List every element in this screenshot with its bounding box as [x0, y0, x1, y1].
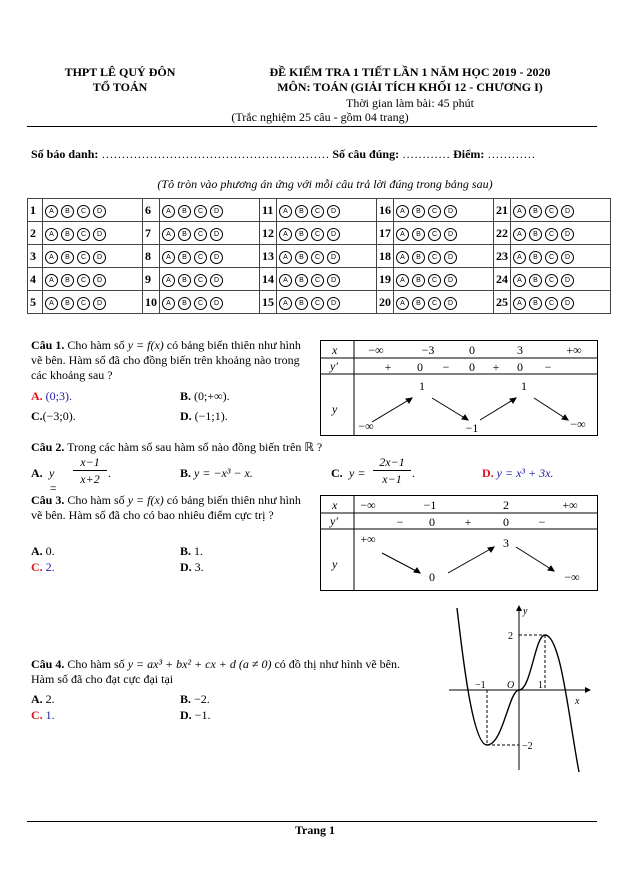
answer-bubble-d[interactable]: D	[93, 297, 106, 310]
answer-bubble-a[interactable]: A	[162, 251, 175, 264]
answer-bubble-b[interactable]: B	[178, 297, 191, 310]
answer-bubble-c[interactable]: C	[311, 205, 324, 218]
q2-option-d[interactable]: D. y = x³ + 3x.	[482, 466, 554, 480]
subject: MÔN: TOÁN (GIẢI TÍCH KHỐI 12 - CHƯƠNG I)	[277, 80, 543, 94]
answer-bubble-a[interactable]: A	[279, 274, 292, 287]
q3-x-value: 2	[503, 498, 509, 512]
exam-title: ĐỀ KIỂM TRA 1 TIẾT LẦN 1 NĂM HỌC 2019 - 2020	[269, 65, 551, 79]
answer-bubble-c[interactable]: C	[194, 228, 207, 241]
answer-bubble-d[interactable]: D	[93, 274, 106, 287]
answer-bubble-b[interactable]: B	[295, 274, 308, 287]
answer-number: 10	[143, 291, 160, 314]
answer-bubble-b[interactable]: B	[529, 228, 542, 241]
question-2: Câu 2. Trong các hàm số sau hàm số nào đồng biến trên ℝ ?	[31, 440, 323, 454]
q3-option-c[interactable]: C. 2.	[31, 560, 55, 574]
q3-variation-table	[320, 495, 598, 591]
q1-y-value: −∞	[358, 419, 374, 433]
q1-x-value: +∞	[566, 343, 582, 357]
answer-bubble-a[interactable]: A	[162, 228, 175, 241]
y-max-label: 2	[508, 631, 513, 642]
answer-bubble-b[interactable]: B	[412, 274, 425, 287]
answer-bubble-a[interactable]: A	[396, 251, 409, 264]
answer-bubble-b[interactable]: B	[178, 251, 191, 264]
page-number: Trang 1	[294, 823, 336, 837]
q3-arrow-down-2	[516, 547, 554, 571]
answer-number: 19	[377, 268, 394, 291]
answer-bubble-b[interactable]: B	[295, 251, 308, 264]
q3-y-value: 0	[429, 570, 435, 584]
answer-bubble-d[interactable]: D	[444, 228, 457, 241]
answer-bubble-b[interactable]: B	[178, 274, 191, 287]
sbd-field[interactable]: …………………………………………………	[101, 147, 330, 161]
q1-arrow-down-1	[432, 398, 468, 420]
answer-bubble-c[interactable]: C	[311, 251, 324, 264]
answer-bubble-b[interactable]: B	[61, 274, 74, 287]
answer-row	[28, 268, 611, 291]
answer-bubble-b[interactable]: B	[61, 228, 74, 241]
answer-bubbles	[511, 245, 611, 268]
answer-bubble-c[interactable]: C	[428, 297, 441, 310]
q4-option-a[interactable]: A. 2.	[31, 692, 55, 706]
answer-bubble-a[interactable]: A	[396, 297, 409, 310]
answer-bubbles	[160, 222, 260, 245]
answer-bubble-b[interactable]: B	[178, 228, 191, 241]
x-pos-label: 1	[538, 680, 543, 691]
answer-bubble-a[interactable]: A	[513, 297, 526, 310]
answer-number: 24	[494, 268, 511, 291]
answer-bubble-a[interactable]: A	[162, 274, 175, 287]
answer-number: 1	[28, 199, 43, 222]
q3-option-a[interactable]: A. 0.	[31, 544, 55, 558]
answer-number: 13	[260, 245, 277, 268]
answer-bubble-b[interactable]: B	[295, 228, 308, 241]
q3-option-d[interactable]: D. 3.	[180, 560, 204, 574]
q1-x-label: x	[332, 343, 338, 357]
q4-option-c[interactable]: C. 1.	[31, 708, 55, 722]
answer-bubble-d[interactable]: D	[327, 228, 340, 241]
answer-bubble-b[interactable]: B	[529, 251, 542, 264]
q3-y-value: −∞	[564, 570, 580, 584]
answer-number: 3	[28, 245, 43, 268]
answer-bubble-a[interactable]: A	[279, 297, 292, 310]
answer-bubble-c[interactable]: C	[77, 297, 90, 310]
answer-bubble-c[interactable]: C	[311, 297, 324, 310]
answer-bubble-c[interactable]: C	[428, 205, 441, 218]
answer-bubble-c[interactable]: C	[194, 205, 207, 218]
correct-count-field[interactable]: …………	[402, 147, 451, 161]
answer-bubbles	[160, 291, 260, 314]
answer-number: 6	[143, 199, 160, 222]
answer-bubble-c[interactable]: C	[194, 251, 207, 264]
answer-bubble-d[interactable]: D	[561, 251, 574, 264]
q3-x-label: x	[332, 498, 338, 512]
q1-func: y = f(x)	[127, 338, 164, 352]
answer-bubble-c[interactable]: C	[545, 274, 558, 287]
answer-bubble-d[interactable]: D	[327, 297, 340, 310]
answer-number: 11	[260, 199, 277, 222]
q1-sign: −	[544, 360, 552, 374]
answer-bubbles	[43, 245, 143, 268]
answer-bubble-d[interactable]: D	[561, 205, 574, 218]
answer-bubble-b[interactable]: B	[529, 274, 542, 287]
answer-bubble-b[interactable]: B	[61, 205, 74, 218]
q3-arrow-up-1	[448, 547, 494, 573]
school-name: THPT LÊ QUÝ ĐÔN	[64, 65, 176, 79]
answer-bubble-b[interactable]: B	[61, 297, 74, 310]
answer-bubble-d[interactable]: D	[93, 205, 106, 218]
answer-number: 18	[377, 245, 394, 268]
answer-bubble-d[interactable]: D	[210, 297, 223, 310]
correct-count-label: Số câu đúng:	[332, 147, 400, 161]
answer-bubble-a[interactable]: A	[513, 228, 526, 241]
q3-x-value: −1	[423, 498, 437, 512]
answer-bubbles	[394, 199, 494, 222]
answer-bubble-b[interactable]: B	[295, 297, 308, 310]
x-axis-label: x	[575, 696, 580, 707]
q1-sign: −	[442, 360, 450, 374]
q1-arrow-up-2	[480, 398, 516, 420]
info-line	[31, 147, 611, 162]
q3-sign: −	[396, 515, 404, 529]
answer-bubble-d[interactable]: D	[444, 251, 457, 264]
answer-bubble-c[interactable]: C	[428, 251, 441, 264]
answer-number: 5	[28, 291, 43, 314]
exam-time: Thời gian làm bài: 45 phút	[346, 96, 474, 110]
q1-option-b[interactable]: B. (0;+∞).	[180, 389, 230, 403]
answer-bubble-b[interactable]: B	[412, 251, 425, 264]
answer-bubble-d[interactable]: D	[93, 228, 106, 241]
answer-bubble-c[interactable]: C	[545, 228, 558, 241]
q1-variation-table	[320, 340, 598, 436]
answer-bubbles	[160, 245, 260, 268]
answer-bubble-b[interactable]: B	[412, 205, 425, 218]
q1-sign: 0	[517, 360, 523, 374]
answer-bubbles	[394, 245, 494, 268]
answer-bubble-c[interactable]: C	[311, 274, 324, 287]
answer-number: 15	[260, 291, 277, 314]
answer-bubble-a[interactable]: A	[396, 274, 409, 287]
answer-bubble-d[interactable]: D	[561, 274, 574, 287]
answer-bubble-d[interactable]: D	[444, 297, 457, 310]
q1-label: Câu 1.	[31, 338, 65, 352]
answer-number: 23	[494, 245, 511, 268]
answer-number: 22	[494, 222, 511, 245]
q3-x-value: −∞	[360, 498, 376, 512]
answer-bubble-b[interactable]: B	[178, 205, 191, 218]
answer-bubble-d[interactable]: D	[444, 274, 457, 287]
q4-cubic-graph	[445, 600, 595, 775]
q1-text-b: có bảng biến thiên như hình vẽ bên. Hàm số đã cho đồng biến trên khoảng nào trong các khoảng sau ?	[31, 338, 301, 382]
footer-divider	[27, 821, 597, 822]
answer-bubbles	[277, 222, 377, 245]
answer-bubbles	[277, 268, 377, 291]
q3-y-label: y	[332, 557, 338, 571]
q3-sign: 0	[429, 515, 435, 529]
answer-bubble-a[interactable]: A	[396, 228, 409, 241]
q2-option-b[interactable]: B. y = −x³ − x.	[180, 466, 253, 480]
answer-number: 2	[28, 222, 43, 245]
answer-number: 14	[260, 268, 277, 291]
answer-number: 12	[260, 222, 277, 245]
answer-bubble-b[interactable]: B	[529, 205, 542, 218]
q1-option-c[interactable]: C.(−3;0).	[31, 409, 76, 423]
answer-bubbles	[511, 199, 611, 222]
answer-bubbles	[394, 291, 494, 314]
answer-row	[28, 291, 611, 314]
q3-yp-label: y′	[330, 514, 338, 528]
question-3: Câu 3. Cho hàm số y = f(x) có bảng biến thiên như hình vẽ bên. Hàm số đã cho có bao nhiêu điểm cực trị ?	[31, 493, 301, 522]
answer-bubble-b[interactable]: B	[61, 251, 74, 264]
answer-bubble-a[interactable]: A	[45, 205, 58, 218]
q3-y-value: 3	[503, 536, 509, 550]
q1-sign: +	[492, 360, 500, 374]
q3-sign: 0	[503, 515, 509, 529]
answer-bubble-a[interactable]: A	[513, 205, 526, 218]
answer-row	[28, 222, 611, 245]
answer-bubble-d[interactable]: D	[561, 228, 574, 241]
q1-arrow-down-2	[534, 398, 568, 420]
answer-bubbles	[394, 268, 494, 291]
answer-bubble-c[interactable]: C	[77, 205, 90, 218]
answer-bubbles	[277, 199, 377, 222]
answer-bubble-d[interactable]: D	[210, 274, 223, 287]
question-4: Câu 4. Cho hàm số y = ax³ + bx² + cx + d (a ≠ 0) có đồ thị như hình vẽ bên. Hàm số đã cho đạt cực đại tại	[31, 657, 400, 686]
answer-number: 4	[28, 268, 43, 291]
question-1	[31, 338, 303, 383]
answer-bubble-a[interactable]: A	[45, 251, 58, 264]
answer-bubble-d[interactable]: D	[210, 205, 223, 218]
q2-option-c[interactable]: C. y = 2x−1 x−1 .	[331, 455, 415, 486]
answer-bubbles	[511, 268, 611, 291]
q1-x-value: −∞	[368, 343, 384, 357]
answer-bubble-a[interactable]: A	[45, 297, 58, 310]
answer-bubble-a[interactable]: A	[162, 205, 175, 218]
answer-bubble-c[interactable]: C	[545, 251, 558, 264]
answer-sheet	[27, 198, 611, 314]
exam-note: (Trắc nghiệm 25 câu - gồm 04 trang)	[231, 110, 409, 124]
q1-sign: +	[384, 360, 392, 374]
answer-number: 16	[377, 199, 394, 222]
answer-number: 25	[494, 291, 511, 314]
answer-bubble-d[interactable]: D	[327, 251, 340, 264]
answer-bubble-b[interactable]: B	[412, 297, 425, 310]
answer-bubble-c[interactable]: C	[77, 274, 90, 287]
answer-bubble-a[interactable]: A	[45, 228, 58, 241]
q1-option-a[interactable]: A. (0;3).	[31, 389, 72, 403]
q4-option-d[interactable]: D. −1.	[180, 708, 211, 722]
answer-bubble-c[interactable]: C	[77, 251, 90, 264]
answer-bubble-a[interactable]: A	[279, 205, 292, 218]
q1-y-value: −1	[465, 421, 479, 435]
answer-number: 7	[143, 222, 160, 245]
q1-y-label: y	[332, 402, 338, 416]
answer-number: 20	[377, 291, 394, 314]
answer-bubble-a[interactable]: A	[279, 251, 292, 264]
answer-bubbles	[277, 245, 377, 268]
answer-bubbles	[160, 199, 260, 222]
answer-bubble-a[interactable]: A	[513, 251, 526, 264]
answer-bubble-b[interactable]: B	[412, 228, 425, 241]
score-field[interactable]: …………	[487, 147, 536, 161]
q4-option-b[interactable]: B. −2.	[180, 692, 210, 706]
q1-y-value: 1	[521, 379, 527, 393]
answer-number: 8	[143, 245, 160, 268]
q1-sign: 0	[469, 360, 475, 374]
answer-bubbles	[160, 268, 260, 291]
answer-bubble-d[interactable]: D	[327, 274, 340, 287]
answer-bubble-d[interactable]: D	[327, 205, 340, 218]
answer-bubble-d[interactable]: D	[210, 228, 223, 241]
answer-row	[28, 199, 611, 222]
q1-x-value: 0	[469, 343, 475, 357]
answer-bubbles	[511, 291, 611, 314]
answer-bubble-d[interactable]: D	[561, 297, 574, 310]
x-neg-label: −1	[475, 680, 486, 691]
answer-bubble-b[interactable]: B	[529, 297, 542, 310]
answer-number: 21	[494, 199, 511, 222]
answer-bubble-a[interactable]: A	[513, 274, 526, 287]
q1-text-a: Cho hàm số	[67, 338, 125, 352]
y-min-label: −2	[522, 741, 533, 752]
origin-label: O	[507, 680, 515, 691]
answer-bubble-a[interactable]: A	[396, 205, 409, 218]
answer-bubbles	[43, 291, 143, 314]
answer-bubble-c[interactable]: C	[194, 297, 207, 310]
q1-option-d[interactable]: D. (−1;1).	[180, 409, 228, 423]
q1-y-value: −∞	[570, 417, 586, 431]
y-axis-label: y	[523, 606, 528, 617]
answer-bubbles	[277, 291, 377, 314]
q3-sign: +	[464, 515, 472, 529]
answer-row	[28, 245, 611, 268]
q1-arrow-up-1	[372, 398, 412, 422]
answer-bubbles	[511, 222, 611, 245]
q1-x-value: −3	[421, 343, 435, 357]
answer-number: 17	[377, 222, 394, 245]
answer-bubble-c[interactable]: C	[428, 274, 441, 287]
q3-arrow-down-1	[382, 553, 420, 573]
answer-bubble-c[interactable]: C	[545, 205, 558, 218]
answer-bubble-c[interactable]: C	[311, 228, 324, 241]
answer-bubble-d[interactable]: D	[444, 205, 457, 218]
answer-bubble-a[interactable]: A	[279, 228, 292, 241]
q1-yp-label: y′	[330, 359, 338, 373]
answer-bubbles	[43, 222, 143, 245]
answer-bubbles	[43, 199, 143, 222]
answer-bubble-a[interactable]: A	[45, 274, 58, 287]
q1-y-value: 1	[419, 379, 425, 393]
answer-bubble-a[interactable]: A	[162, 297, 175, 310]
answer-bubble-c[interactable]: C	[428, 228, 441, 241]
answer-bubble-b[interactable]: B	[295, 205, 308, 218]
answer-number: 9	[143, 268, 160, 291]
answer-bubble-c[interactable]: C	[77, 228, 90, 241]
q3-sign: −	[538, 515, 546, 529]
instruction: (Tô tròn vào phương án ứng với mỗi câu trả lời đúng trong bảng sau)	[157, 177, 493, 191]
answer-bubble-d[interactable]: D	[93, 251, 106, 264]
header-divider	[27, 126, 597, 127]
answer-bubble-c[interactable]: C	[194, 274, 207, 287]
score-label: Điểm:	[453, 147, 485, 161]
q3-y-value: +∞	[360, 532, 376, 546]
q3-x-value: +∞	[562, 498, 578, 512]
sbd-label: Số báo danh:	[31, 147, 99, 161]
q1-x-value: 3	[517, 343, 523, 357]
answer-bubble-d[interactable]: D	[210, 251, 223, 264]
q3-option-b[interactable]: B. 1.	[180, 544, 204, 558]
answer-bubbles	[43, 268, 143, 291]
answer-bubbles	[394, 222, 494, 245]
q1-sign: 0	[417, 360, 423, 374]
department: TỔ TOÁN	[92, 80, 148, 94]
answer-bubble-c[interactable]: C	[545, 297, 558, 310]
